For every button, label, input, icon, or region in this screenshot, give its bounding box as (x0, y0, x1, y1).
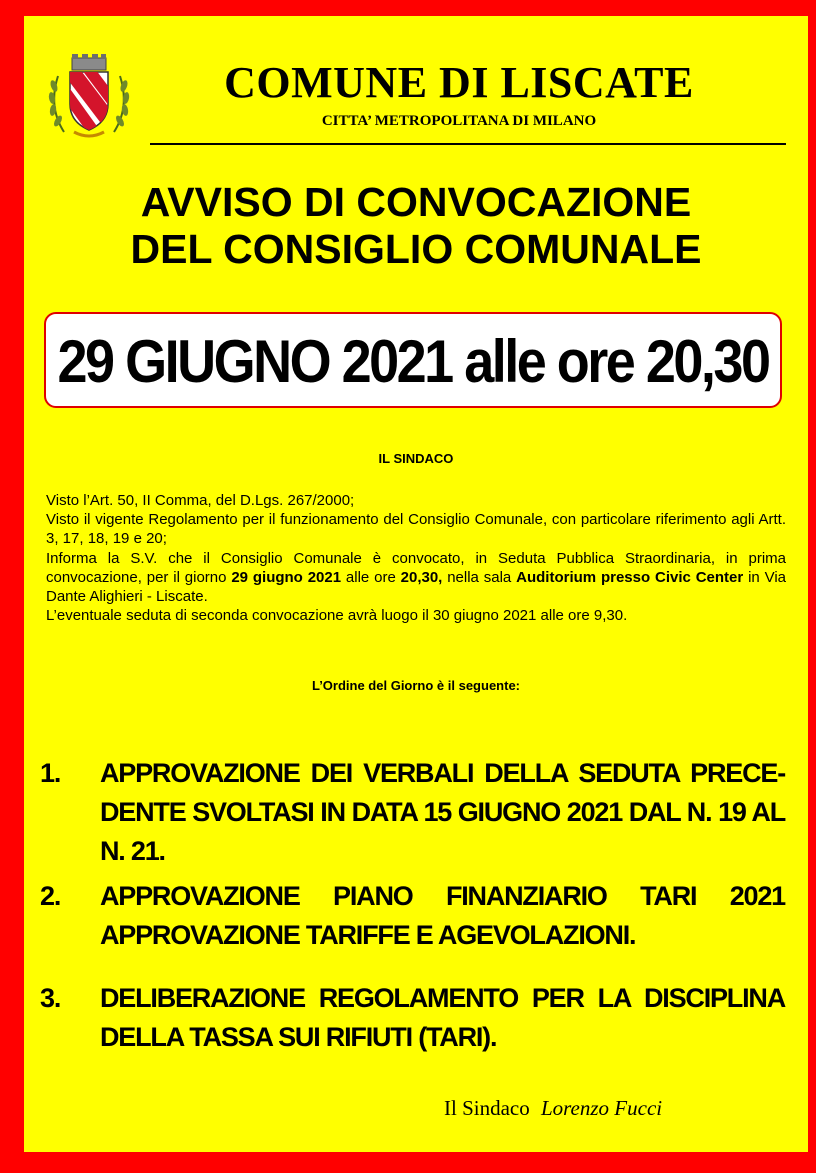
agenda-item-text: DELIBERAZIONE REGOLAMENTO PER LA DISCIPLINA DELLA TASSA SUI RIFIUTI (TARI). (100, 983, 785, 1052)
body-p3-b: alle ore (341, 568, 401, 586)
agenda-item-number: 2. (40, 881, 61, 911)
agenda-item-text: APPROVAZIONE PIANO FINANZIARIO TARI 2021 APPROVAZIONE TARIFFE E AGEVOLAZIONI. (100, 881, 785, 950)
signature (444, 1096, 662, 1121)
municipality-title: COMUNE DI LISCATE (224, 58, 694, 107)
notice-body (46, 491, 786, 625)
agenda-item-text: APPROVAZIONE DEI VERBALI DELLA SEDUTA PRECE-DENTE SVOLTASI IN DATA 15 GIUGNO 2021 DAL N. 19 AL N. 21. (100, 758, 785, 866)
body-p3-venue: Auditorium presso Civic Center (516, 568, 744, 586)
body-p3-time: 20,30, (400, 568, 443, 586)
body-p3-date: 29 giugno 2021 (231, 568, 342, 586)
body-p3-c: nella sala (442, 568, 517, 586)
signature-role: Il Sindaco (444, 1096, 530, 1120)
agenda-item-number: 1. (40, 758, 61, 788)
body-paragraph-1: Visto l’Art. 50, II Comma, del D.Lgs. 267/2000; (46, 492, 355, 509)
coat-of-arms-icon (44, 52, 134, 142)
municipality-subtitle: CITTA’ METROPOLITANA DI MILANO (321, 113, 597, 129)
notice-poster (24, 16, 808, 1152)
body-p3-d: in Via Dante Alighieri - Liscate. (46, 568, 786, 606)
agenda-item-number: 3. (40, 983, 61, 1013)
mayor-heading: IL SINDACO (378, 451, 454, 466)
body-paragraph-4: L’eventuale seduta di seconda convocazione avrà luogo il 30 giugno 2021 alle ore 9,30. (46, 607, 628, 625)
notice-title-line-2: DEL CONSIGLIO COMUNALE (130, 226, 702, 272)
body-p3-a: Informa la S.V. che il Consiglio Comunale è convocato, in Seduta Pubblica Straordinaria, in prima convocazione, per il giorno (46, 549, 786, 586)
body-paragraph-2: Visto il vigente Regolamento per il funzionamento del Consiglio Comunale, con particolare riferimento agli Artt. 3, 17, 18, 19 e 20; (46, 511, 786, 548)
agenda-heading: L’Ordine del Giorno è il seguente: (311, 678, 521, 693)
notice-title (44, 179, 788, 273)
body-paragraph-3 (46, 549, 786, 607)
meeting-date: 29 GIUGNO 2021 (57, 328, 452, 396)
agenda-item (40, 979, 785, 1059)
meeting-time: alle ore 20,30 (464, 328, 769, 396)
notice-title-line-1: AVVISO DI CONVOCAZIONE (140, 179, 692, 225)
agenda-item (40, 877, 785, 957)
date-banner (44, 312, 782, 408)
date-banner-text (46, 328, 780, 395)
signature-name: Lorenzo Fucci (540, 1096, 663, 1120)
agenda-item (40, 754, 785, 874)
header-divider (150, 143, 786, 145)
